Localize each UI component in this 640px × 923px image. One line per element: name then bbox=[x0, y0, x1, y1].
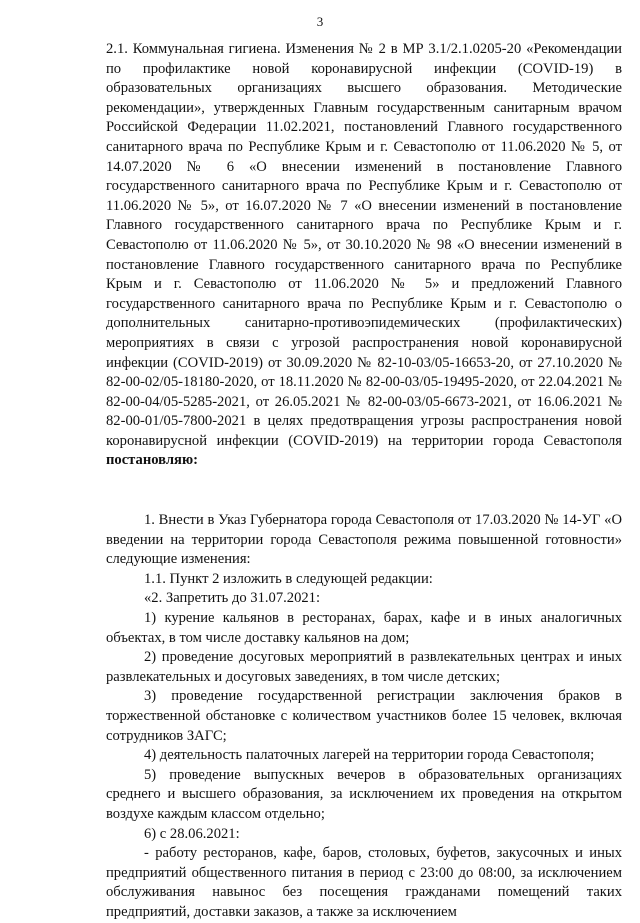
preamble-decree-word: постановляю: bbox=[106, 452, 198, 469]
paragraph-graduation-events: 5) проведение выпускных вечеров в образовательных организациях среднего и высшего образования, за исключением их проведения на открытом воздухе каждым классом отдельно; bbox=[106, 766, 622, 822]
page-number: 3 bbox=[316, 14, 324, 29]
paragraph-leisure-events: 2) проведение досуговых мероприятий в развлекательных центрах и иных развлекательных и досуговых заведениях, в том числе детских; bbox=[106, 649, 622, 685]
section-gap bbox=[106, 471, 622, 511]
preamble-text: 2.1. Коммунальная гигиена. Изменения № 2 в МР 3.1/2.1.0205-20 «Рекомендации по профилактике новой коронавирусной инфекции (COVID-19) в образовательных организациях высшего образования. Методические рекомендации», утвержденных Главным государственным санитарным врачом Российской Федерации 11.02.2021, постановлений Главного государственного санитарного врача по Республике Крым и г. Севастополю от 11.06.2020 № 5, от 14.07.2020 № 6 «О внесении изменений в постановление Главного государственного санитарного врача по Республике Крым и г. Севастополю от 11.06.2020 № 5», от 16.07.2020 № 7 «О внесении изменений в постановление Главного государственного санитарного врача по Республике Крым и г. Севастополю от 11.06.2020 № 5», от 30.10.2020 № 98 «О внесении изменений в постановление Главного государственного санитарного врача по Республике Крым и г. Севастополю от 11.06.2020 № 5» и предложений Главного государственного санитарного врача по Республике Крым и г. Севастополю о дополнительных санитарно-противоэпидемических (профилактических) мероприятиях в связи с угрозой распространения новой коронавирусной инфекции (COVID-2019) от 30.09.2020 № 82-10-03/05-16653-20, от 27.10.2020 № 82-00-02/05-18180-2020, от 18.11.2020 № 82-00-03/05-19495-2020, от 22.04.2021 № 82-00-04/05-5285-2021, от 26.05.2021 № 82-00-03/05-6673-2021, от 16.06.2021 № 82-00-01/05-7800-2021 в целях предотвращения угрозы распространения новой коронавирусной инфекции (COVID-2019) на территории города Севастополя bbox=[106, 41, 622, 449]
paragraph-prohibit-until: «2. Запретить до 31.07.2021: bbox=[144, 590, 321, 607]
paragraph-marriage-registration: 3) проведение государственной регистрации заключения браков в торжественной обстановке с количеством участников более 15 человек, включая сотрудников ЗАГС; bbox=[106, 688, 622, 744]
document-body bbox=[106, 40, 622, 923]
paragraph-hookah: 1) курение кальянов в ресторанах, барах, кафе и в иных аналогичных объектах, в том числе доставку кальянов на дом; bbox=[106, 610, 622, 646]
preamble-paragraph bbox=[106, 40, 622, 471]
paragraph-catering-restriction: - работу ресторанов, кафе, баров, столовых, буфетов, закусочных и иных предприятий общественного питания в период с 23:00 до 08:00, за исключением обслуживания навынос без посещения гражданами помещений таких предприятий, доставки заказов, а также за исключением bbox=[106, 845, 622, 920]
paragraph-tent-camps: 4) деятельность палаточных лагерей на территории города Севастополя; bbox=[144, 747, 595, 764]
paragraph-item-1-1: 1.1. Пункт 2 изложить в следующей редакции: bbox=[144, 570, 433, 587]
paragraph-from-date: 6) с 28.06.2021: bbox=[144, 825, 240, 842]
paragraph-amend-decree: 1. Внести в Указ Губернатора города Севастополя от 17.03.2020 № 14-УГ «О введении на территории города Севастополя режима повышенной готовности» следующие изменения: bbox=[106, 512, 622, 568]
